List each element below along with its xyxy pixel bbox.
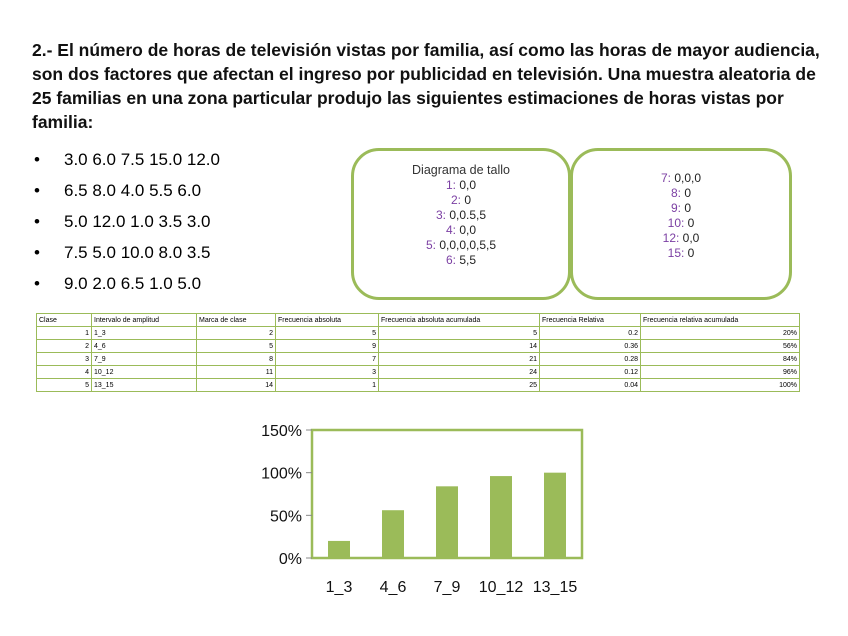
table-header: Frecuencia Relativa [540,314,641,327]
stem-value: 3: [435,208,446,222]
x-tick-label: 4_6 [379,579,407,596]
table-cell: 4 [37,366,92,379]
stem-value: 7: [660,171,671,185]
stem-diagram-title: Diagrama de tallo [412,163,510,177]
table-cell: 24 [379,366,540,379]
x-tick-label: 7_9 [433,579,461,596]
table-cell: 9 [276,340,379,353]
table-cell: 10_12 [92,366,197,379]
stem-row [573,246,789,261]
leaf-values: 0 [464,193,472,207]
cumulative-frequency-bar-chart [230,412,600,612]
leaf-values: 0,0 [459,178,477,192]
table-cell: 96% [641,366,800,379]
stem-row [354,193,568,208]
data-list [34,144,220,299]
x-tick-label: 1_3 [325,579,353,596]
table-cell: 2 [37,340,92,353]
x-tick-label: 10_12 [478,579,524,596]
data-row: • 6.5 8.0 4.0 5.5 6.0 [34,175,220,206]
y-tick-label: 0% [278,551,302,568]
leaf-values: 0,0,0,0,5,5 [439,238,497,252]
x-tick-label: 13_15 [532,579,578,596]
table-cell: 1 [37,327,92,340]
leaf-values: 0 [684,201,692,215]
table-cell: 84% [641,353,800,366]
stem-row [573,231,789,246]
leaf-values: 0 [687,246,695,260]
table-header-row [37,314,800,327]
table-cell: 11 [197,366,276,379]
table-cell: 3 [37,353,92,366]
table-row [37,379,800,392]
table-row [37,340,800,353]
y-tick-label: 100% [261,465,302,483]
table-cell: 14 [197,379,276,392]
data-row: • 3.0 6.0 7.5 15.0 12.0 [34,144,220,175]
stem-leaf-box-right [570,148,792,300]
table-header: Frecuencia absoluta [276,314,379,327]
data-row: • 7.5 5.0 10.0 8.0 3.5 [34,237,220,268]
table-cell: 4_6 [92,340,197,353]
table-cell: 21 [379,353,540,366]
stem-row [573,216,789,231]
y-tick-label: 50% [269,508,302,526]
table-cell: 0.2 [540,327,641,340]
data-row: • 5.0 12.0 1.0 3.5 3.0 [34,206,220,237]
frequency-table [36,313,800,392]
chart-bar [328,541,350,558]
leaf-values: 0,0 [459,223,477,237]
table-cell: 14 [379,340,540,353]
leaf-values: 5,5 [459,253,477,267]
table-cell: 0.36 [540,340,641,353]
table-cell: 7 [276,353,379,366]
table-row [37,327,800,340]
stem-leaf-box-left [351,148,571,300]
table-cell: 20% [641,327,800,340]
table-cell: 0.12 [540,366,641,379]
table-header: Clase [37,314,92,327]
stem-value: 2: [450,193,461,207]
leaf-values: 0,0,0 [674,171,702,185]
table-header: Frecuencia absoluta acumulada [379,314,540,327]
table-cell: 13_15 [92,379,197,392]
table-cell: 5 [197,340,276,353]
leaf-values: 0,0 [682,231,700,245]
chart-bar [382,510,404,558]
stem-row [573,201,789,216]
table-cell: 100% [641,379,800,392]
problem-statement: 2.- El número de horas de televisión vistas por familia, así como las horas de mayor audiencia, son dos factores que afectan el ingreso por publicidad en televisión. Una muestra aleatoria de 25 familias en una zona particular produjo las siguientes estimaciones de horas vistas por familia: [32,40,820,132]
table-cell: 3 [276,366,379,379]
leaf-values: 0 [687,216,695,230]
table-cell: 5 [37,379,92,392]
y-tick-label: 150% [261,423,302,440]
stem-value: 8: [670,186,681,200]
table-header: Marca de clase [197,314,276,327]
stem-row [354,223,568,238]
table-header: Intervalo de amplitud [92,314,197,327]
stem-value: 12: [662,231,680,245]
stem-row [354,208,568,223]
stem-row [354,238,568,253]
table-row [37,353,800,366]
data-row: • 9.0 2.0 6.5 1.0 5.0 [34,268,220,299]
stem-value: 9: [670,201,681,215]
table-cell: 0.04 [540,379,641,392]
stem-row [573,171,789,186]
stem-value: 4: [445,223,456,237]
table-cell: 5 [379,327,540,340]
table-row [37,366,800,379]
stem-value: 6: [445,253,456,267]
leaf-values: 0 [684,186,692,200]
table-cell: 2 [197,327,276,340]
stem-row [354,253,568,268]
table-cell: 25 [379,379,540,392]
table-cell: 0.28 [540,353,641,366]
table-cell: 8 [197,353,276,366]
stem-value: 1: [445,178,456,192]
stem-value: 15: [667,246,685,260]
table-cell: 1 [276,379,379,392]
table-header: Frecuencia relativa acumulada [641,314,800,327]
leaf-values: 0,0.5,5 [449,208,487,222]
stem-row [354,178,568,193]
stem-value: 5: [425,238,436,252]
table-cell: 1_3 [92,327,197,340]
table-cell: 5 [276,327,379,340]
table-cell: 7_9 [92,353,197,366]
table-cell: 56% [641,340,800,353]
chart-bar [544,473,566,558]
chart-bar [436,486,458,558]
stem-row [573,186,789,201]
chart-bar [490,476,512,558]
stem-value: 10: [667,216,685,230]
